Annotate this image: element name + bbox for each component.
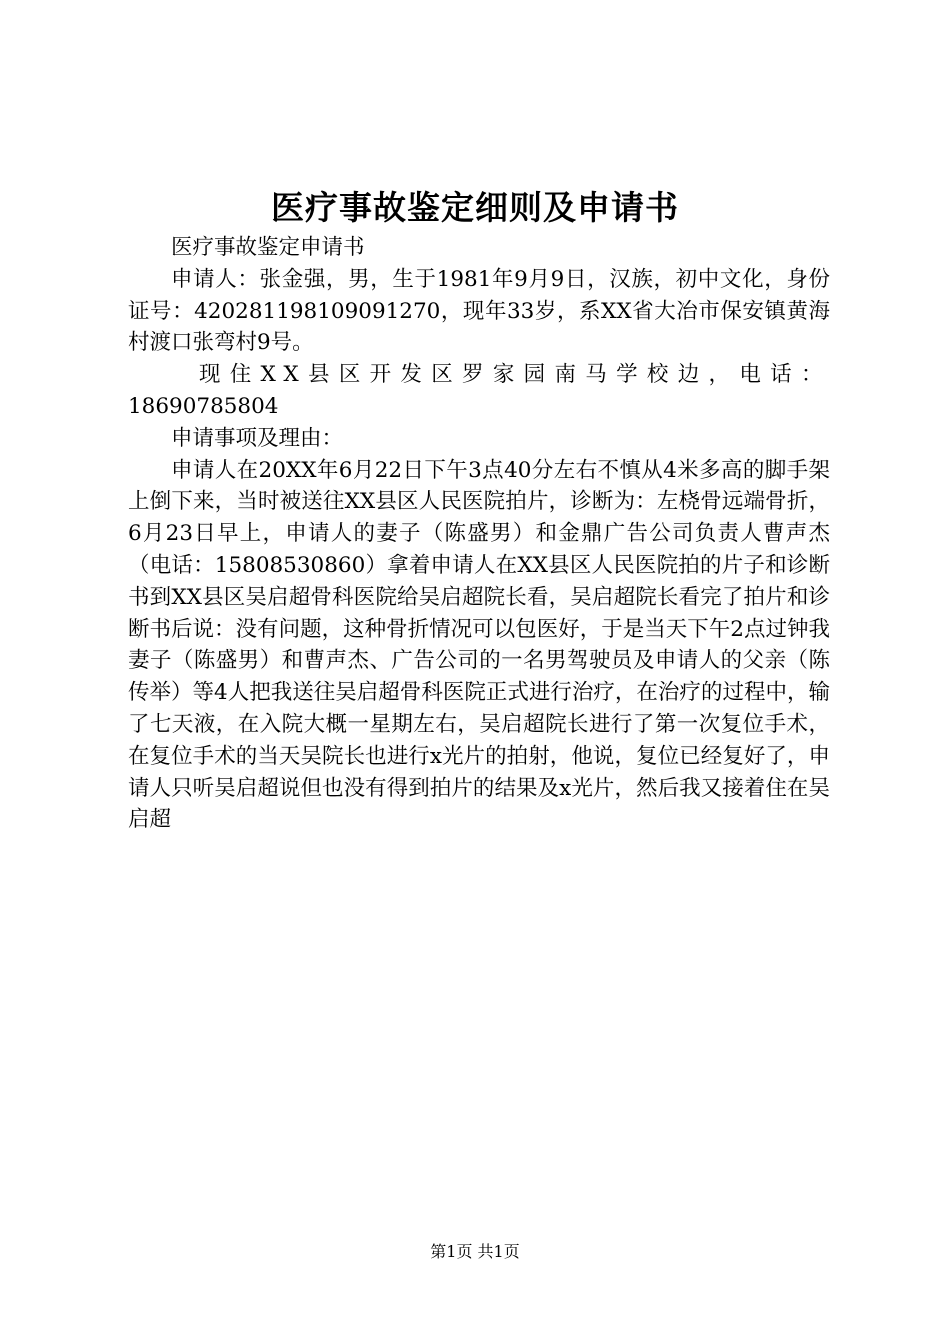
paragraph-reasons: 申请人在20XX年6月22日下午3点40分左右不慎从4米多高的脚手架上倒下来，当时被送往XX县区人民医院拍片，诊断为：左桡骨远端骨折，6月23日早上，申请人的妻子（陈盛男）和金鼎广告公司负责人曹声杰（电话：15808530860）拿着申请人在XX县区人民医院拍的片子和诊断书到XX县区吴启超骨科医院给吴启超院长看，吴启超院长看完了拍片和诊断书后说：没有问题，这种骨折情况可以包医好，于是当天下午2点过钟我妻子（陈盛男）和曹声杰、广告公司的一名男驾驶员及申请人的父亲（陈传举）等4人把我送往吴启超骨科医院正式进行治疗，在治疗的过程中，输了七天液，在入院大概一星期左右，吴启超院长进行了第一次复位手术，在复位手术的当天吴院长也进行x光片的拍射，他说，复位已经复好了，申请人只听吴启超说但也没有得到拍片的结果及x光片，然后我又接着住在吴启超 [128, 457, 830, 833]
paragraph-phone: 18690785804 [128, 393, 279, 419]
paragraph-applicant: 申请人：张金强，男，生于1981年9月9日，汉族，初中文化，身份证号：420281198109091270，现年33岁，系XX省大冶市保安镇黄海村渡口张弯村9号。 [128, 266, 830, 356]
page-footer: 第1页 共1页 [430, 1242, 520, 1261]
paragraph-heading-reasons: 申请事项及理由： [171, 425, 344, 451]
document-title: 医疗事故鉴定细则及申请书 [271, 188, 679, 227]
paragraph-subtitle: 医疗事故鉴定申请书 [171, 235, 365, 260]
document-body [128, 232, 830, 836]
paragraph-address: 现住XX县区开发区罗家园南马学校边，电话： [198, 362, 830, 388]
